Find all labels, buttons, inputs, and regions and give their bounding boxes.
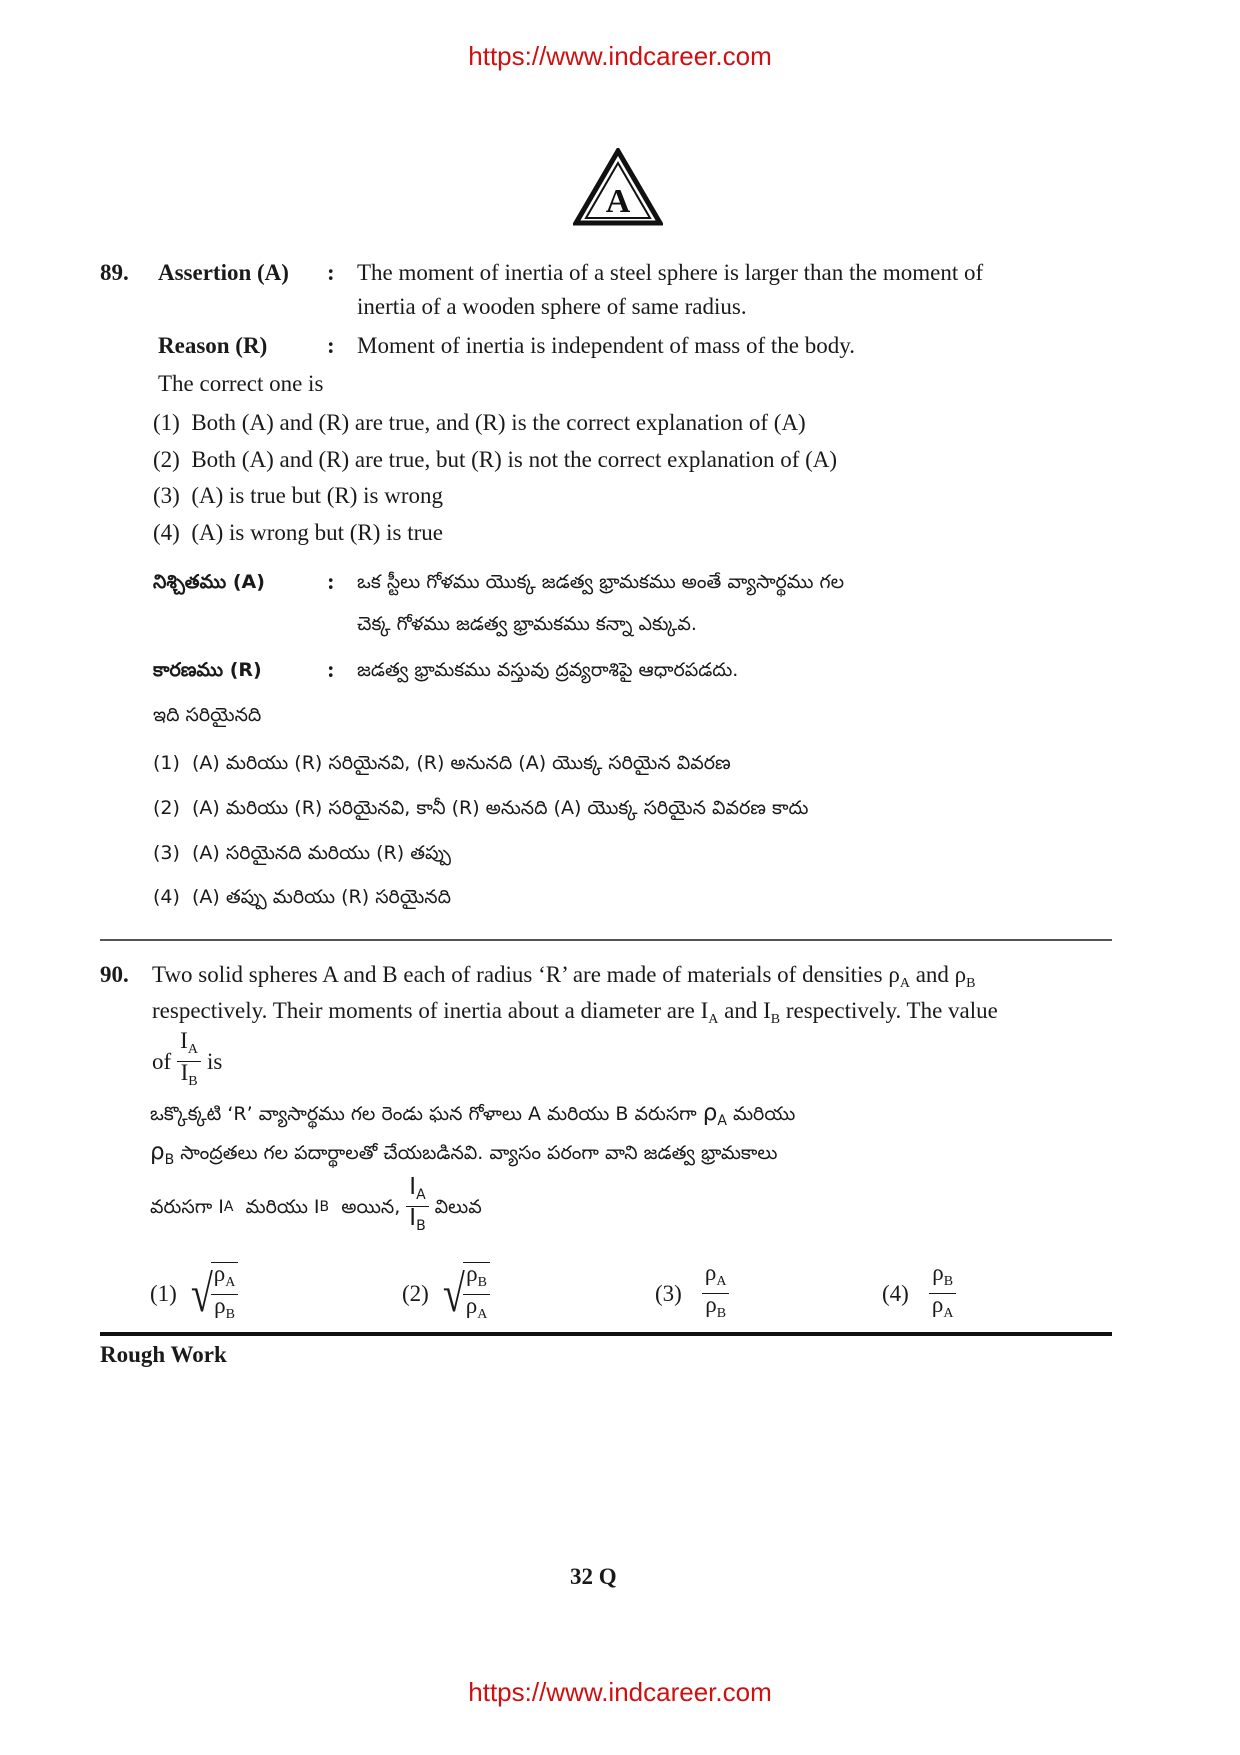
question-prompt: The correct one is [158, 371, 324, 396]
sqrt-expression: √ $\frac{\rho_B}{\rho_A}$ [443, 1262, 491, 1326]
option-4[interactable]: (4) (A) is wrong but (R) is true [153, 520, 444, 545]
telugu-assertion-line1: ఒక స్టీలు గోళము యొక్క జడత్వ భ్రామకము అంతే వ్యాసార్థము గల [357, 571, 845, 593]
assertion-label: Assertion (A) [158, 260, 289, 285]
telugu-assertion-label: నిశ్చితము (A) [153, 571, 265, 593]
ratio-fraction: $\frac{I_A}{I_B}$ [177, 1030, 201, 1093]
question-number: 89. [100, 260, 129, 285]
footer-url-link[interactable]: https://www.indcareer.com [468, 1677, 772, 1707]
reason-text: Moment of inertia is independent of mass of the body. [357, 333, 856, 358]
question-divider [100, 939, 1112, 941]
telugu-option-3[interactable]: (3) (A) సరియైనది మరియు (R) తప్పు [153, 842, 452, 864]
telugu-question-line1: ఒక్కొక్కటి ‘R’ వ్యాసార్థము గల రెండు ఘన గోళాలు A మరియు B వరుసగా $\rho_A$ మరియు [150, 1100, 796, 1129]
colon: : [327, 657, 335, 682]
ratio-fraction: $\frac{I_A}{I_B}$ [406, 1176, 428, 1237]
telugu-assertion-line2: చెక్క గోళము జడత్వ భ్రామకము కన్నా ఎక్కువ. [357, 613, 697, 635]
assertion-text-line2: inertia of a wooden sphere of same radius. [357, 294, 747, 319]
telugu-option-4[interactable]: (4) (A) తప్పు మరియు (R) సరియైనది [153, 886, 452, 908]
triangle-icon [573, 148, 663, 226]
telugu-option-2[interactable]: (2) (A) మరియు (R) సరియైనవి, కానీ (R) అనునది (A) యొక్క సరియైన వివరణ కాదు [153, 797, 809, 819]
telugu-option-1[interactable]: (1) (A) మరియు (R) సరియైనవి, (R) అనునది (A) యొక్క సరియైన వివరణ [153, 752, 731, 774]
option-3[interactable]: (3) $\frac{\rho_A}{\rho_B}$ [655, 1262, 735, 1325]
colon: : [327, 260, 335, 285]
option-2[interactable]: (2) Both (A) and (R) are true, but (R) is not the correct explanation of (A) [153, 447, 838, 472]
rough-work-heading: Rough Work [100, 1342, 227, 1367]
telugu-question-line2: $\rho_B$ సాంద్రతలు గల పదార్థాలతో చేయబడినవి. వ్యాసం పరంగా వాని జడత్వ భ్రామకాలు [150, 1139, 778, 1168]
header-url-link[interactable]: https://www.indcareer.com [468, 41, 772, 71]
reason-label: Reason (R) [158, 333, 268, 358]
telugu-reason-label: కారణము (R) [153, 659, 262, 681]
telugu-prompt: ఇది సరియైనది [153, 704, 262, 726]
colon: : [327, 569, 335, 594]
option-1[interactable]: (1) √ $\frac{\rho_A}{\rho_B}$ [150, 1262, 238, 1326]
question-number: 90. [100, 962, 129, 987]
booklet-series-badge [573, 148, 663, 226]
page-code: 32 Q [570, 1564, 617, 1589]
option-1[interactable]: (1) Both (A) and (R) are true, and (R) is the correct explanation of (A) [153, 410, 806, 435]
telugu-question-line3: వరుసగా I A మరియు I B అయిన, $\frac{I_A}{I_B}$ విలువ [150, 1176, 482, 1237]
svg-text:A: A [605, 183, 631, 220]
colon: : [327, 333, 335, 358]
telugu-reason-text: జడత్వ భ్రామకము వస్తువు ద్రవ్యరాశిపై ఆధారపడదు. [357, 659, 739, 681]
option-3[interactable]: (3) (A) is true but (R) is wrong [153, 483, 444, 508]
question-text-line2: respectively. Their moments of inertia about a diameter are $I_A$ and $I_B$ respectively. The value [152, 998, 998, 1027]
rough-work-divider [100, 1332, 1112, 1336]
assertion-text-line1: The moment of inertia of a steel sphere is larger than the moment of [357, 260, 984, 285]
question-text-line1: Two solid spheres A and B each of radius ‘R’ are made of materials of densities $\rho_A$ and $\rho_B$ [152, 962, 976, 991]
question-text-line3: of $\frac{I_A}{I_B}$ is [152, 1030, 222, 1093]
option-2[interactable]: (2) √ $\frac{\rho_B}{\rho_A}$ [402, 1262, 490, 1326]
sqrt-expression: √ $\frac{\rho_A}{\rho_B}$ [191, 1262, 239, 1326]
option-4[interactable]: (4) $\frac{\rho_B}{\rho_A}$ [882, 1262, 962, 1325]
